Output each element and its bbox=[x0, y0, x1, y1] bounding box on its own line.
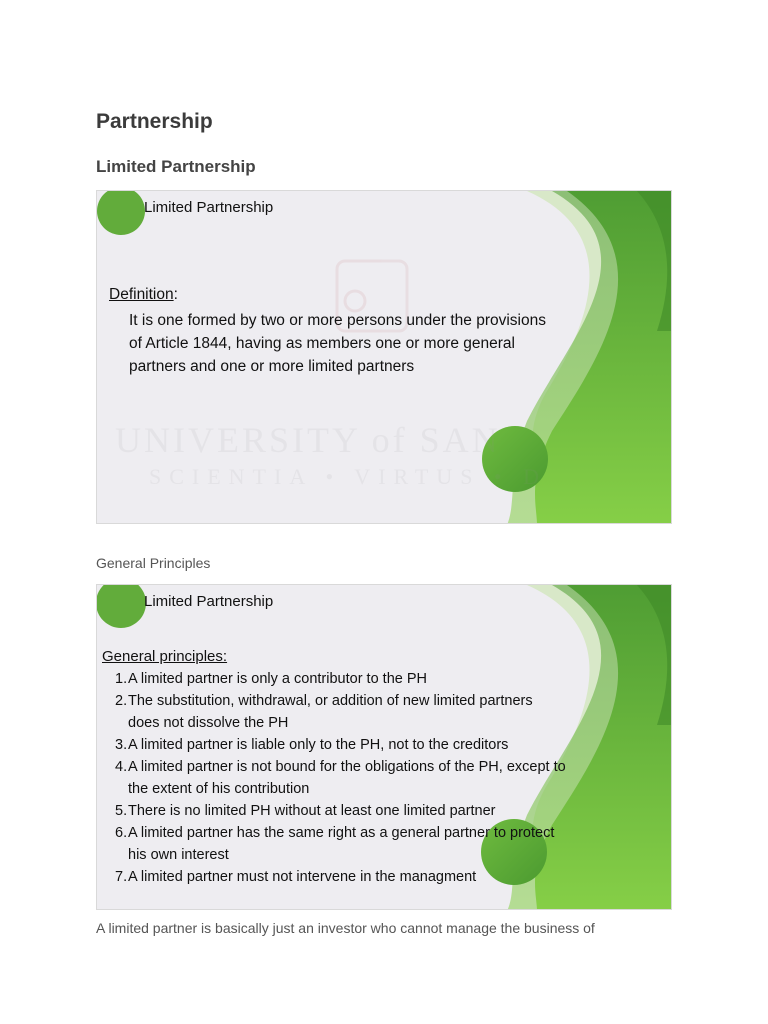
principles-label: General principles: bbox=[102, 648, 228, 665]
principle-text: There is no limited PH without at least one limited partner bbox=[128, 803, 496, 819]
slide-definition bbox=[96, 190, 672, 524]
principle-item bbox=[97, 800, 567, 822]
definition-label: Definition: bbox=[109, 286, 178, 303]
principle-number: 7. bbox=[115, 869, 128, 885]
page-title: Partnership bbox=[96, 110, 213, 133]
principle-number: 6. bbox=[115, 825, 128, 841]
principle-item bbox=[97, 690, 567, 734]
principle-item bbox=[97, 734, 567, 756]
decor-circle bbox=[97, 191, 145, 235]
slide-general-principles bbox=[96, 584, 672, 910]
principle-text: A limited partner is liable only to the PH, not to the creditors bbox=[128, 737, 509, 753]
principle-text: A limited partner is only a contributor to the PH bbox=[128, 671, 428, 687]
principle-number: 4. bbox=[115, 759, 128, 775]
principle-text: The substitution, withdrawal, or addition of new limited partners does not dissolve the PH bbox=[128, 693, 533, 731]
body-paragraph: A limited partner is basically just an investor who cannot manage the business of bbox=[96, 920, 595, 936]
principle-text: A limited partner has the same right as a general partner to protect his own interest bbox=[128, 825, 555, 863]
principle-item bbox=[97, 866, 567, 888]
caption: General Principles bbox=[96, 555, 211, 571]
principle-number: 3. bbox=[115, 737, 128, 753]
slide-title: Limited Partnership bbox=[144, 593, 274, 610]
decor-circle bbox=[97, 585, 146, 628]
principle-number: 2. bbox=[115, 693, 128, 709]
section-heading: Limited Partnership bbox=[96, 157, 256, 176]
slide-title: Limited Partnership bbox=[144, 199, 274, 216]
principle-number: 5. bbox=[115, 803, 128, 819]
principle-text: A limited partner is not bound for the obligations of the PH, except to the extent of his contribution bbox=[128, 759, 566, 797]
principle-item bbox=[97, 756, 567, 800]
principle-number: 1. bbox=[115, 671, 128, 687]
principle-item bbox=[97, 822, 567, 866]
watermark-text: UNIVERSITY of SAN bbox=[115, 420, 501, 460]
watermark-motto: SCIENTIA • VIRTUS • D bbox=[149, 464, 548, 489]
principle-text: A limited partner must not intervene in the managment bbox=[128, 869, 477, 885]
definition-text: It is one formed by two or more persons under the provisions of Article 1844, having as members one or more general partners and one or more limited partners bbox=[129, 312, 546, 375]
principles-list bbox=[97, 668, 567, 888]
principle-item bbox=[97, 668, 567, 690]
